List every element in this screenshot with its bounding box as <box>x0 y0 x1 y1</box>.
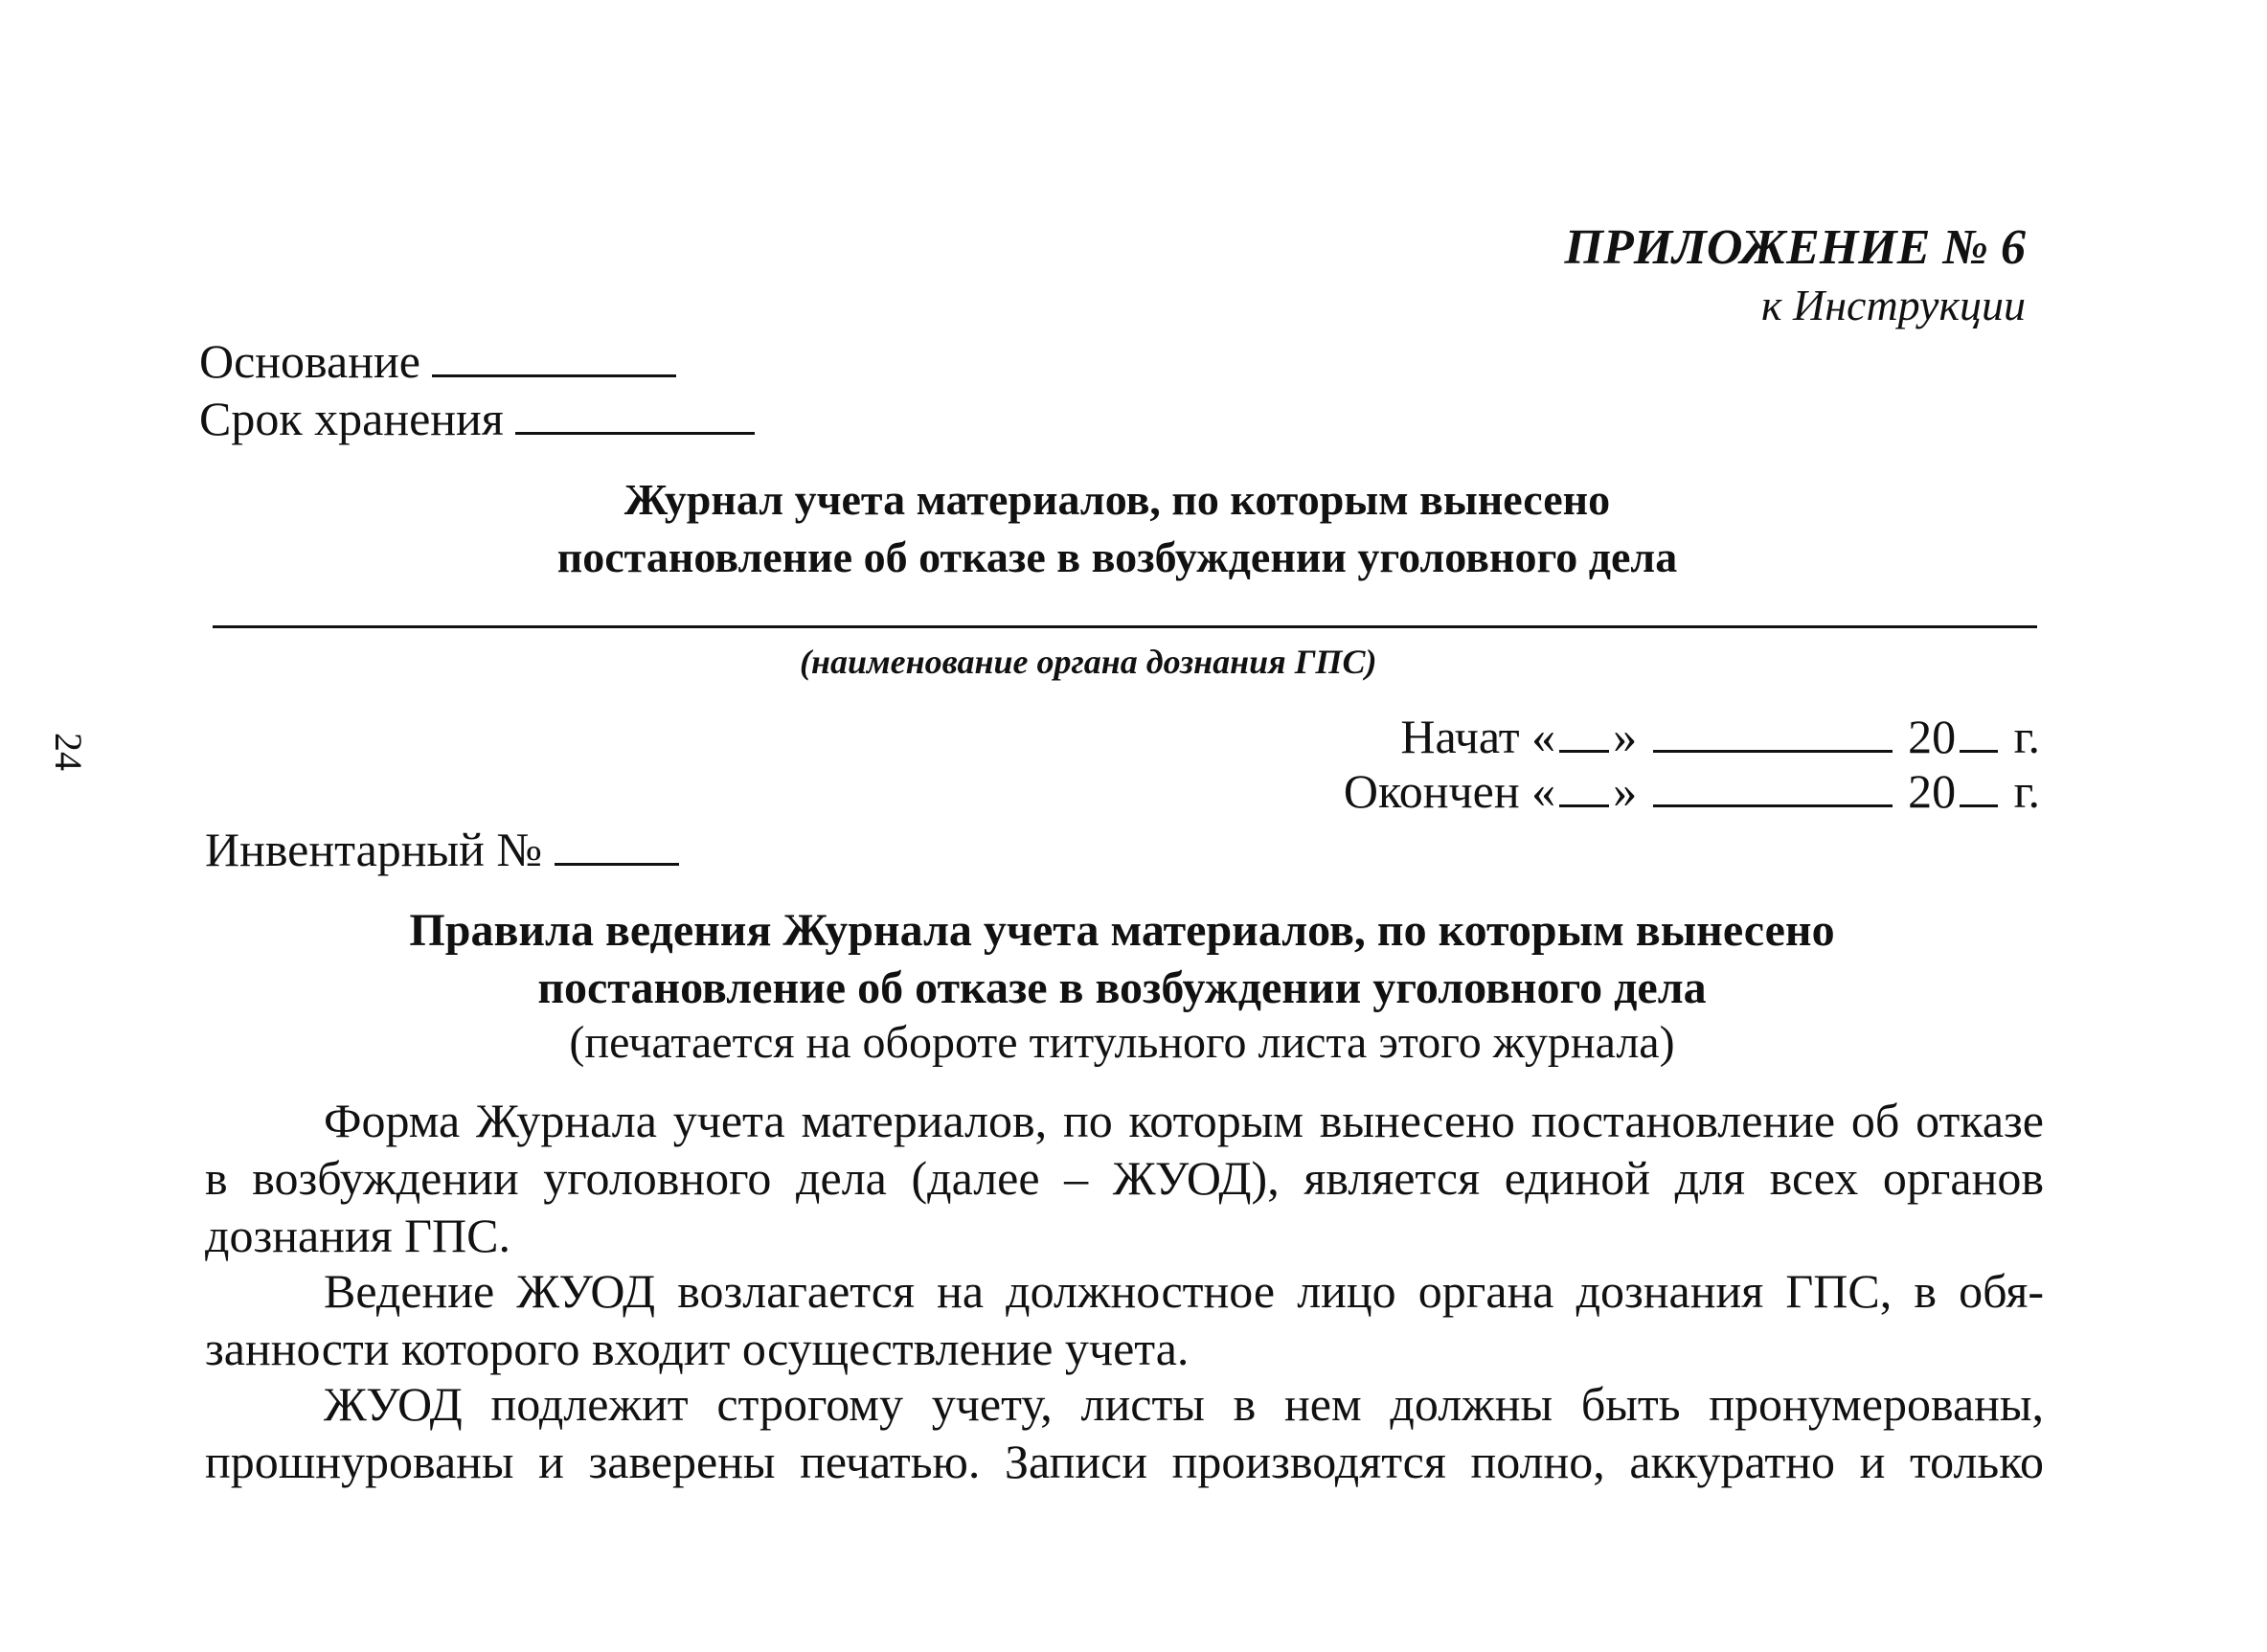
inventory-blank <box>555 825 679 866</box>
started-year-blank <box>1960 712 1998 753</box>
ended-label: Окончен « <box>1343 764 1556 818</box>
ended-year-blank <box>1960 766 1998 807</box>
storage-label: Срок хранения <box>199 392 504 445</box>
started-date-row <box>1400 709 2040 764</box>
inventory-field <box>205 822 679 877</box>
ended-month-blank <box>1653 766 1893 807</box>
annex-title: ПРИЛОЖЕНИЕ № 6 <box>1564 220 2026 275</box>
paragraph-1-line-1: Форма Журнала учета материалов, по которым вынесено постановление об отказе <box>324 1094 2044 1147</box>
ended-year-prefix: 20 <box>1908 764 1957 818</box>
inventory-label: Инвентарный № <box>205 823 543 876</box>
rules-title-line2: постановление об отказе в возбуждении уголовного дела <box>537 962 1707 1013</box>
org-caption: (наименование органа дознания ГПС) <box>800 643 1377 681</box>
ended-year-suffix: г. <box>2013 764 2040 818</box>
started-quote-close: » <box>1613 710 1638 763</box>
ended-quote-close: » <box>1613 764 1638 818</box>
basis-label: Основание <box>199 334 420 388</box>
paragraph-1-line-3: дознания ГПС. <box>205 1209 511 1262</box>
storage-field <box>199 391 755 446</box>
ended-date-row <box>1344 763 2040 819</box>
paragraph-2-line-2: занности которого входит осуществление учета. <box>205 1322 1190 1375</box>
paragraph-1-line-2: в возбуждении уголовного дела (далее – ЖУОД), является единой для всех органов <box>205 1151 2044 1205</box>
paragraph-2-line-1: Ведение ЖУОД возлагается на должностное лицо органа дознания ГПС, в обя- <box>324 1264 2044 1318</box>
storage-blank <box>515 394 755 435</box>
basis-blank <box>432 336 676 377</box>
rules-title-line1: Правила ведения Журнала учета материалов, по которым вынесено <box>409 905 1835 956</box>
started-year-suffix: г. <box>2013 710 2040 763</box>
started-label: Начат « <box>1400 710 1556 763</box>
paragraph-3-line-2: прошнурованы и заверены печатью. Записи производятся полно, аккуратно и только <box>205 1435 2044 1488</box>
journal-title-line1: Журнал учета материалов, по которым вынесено <box>623 475 1611 524</box>
started-day-blank <box>1559 712 1609 753</box>
ended-day-blank <box>1559 766 1609 807</box>
started-year-prefix: 20 <box>1908 710 1957 763</box>
page-number: 24 <box>47 733 90 771</box>
org-name-rule <box>213 625 2037 628</box>
rules-title-note: (печатается на обороте титульного листа этого журнала) <box>569 1017 1675 1068</box>
journal-title-line2: постановление об отказе в возбуждении уголовного дела <box>556 532 1678 581</box>
annex-subtitle: к Инструкции <box>1760 281 2026 329</box>
basis-field <box>199 333 676 389</box>
paragraph-3-line-1: ЖУОД подлежит строгому учету, листы в нем должны быть пронумерованы, <box>324 1377 2044 1431</box>
started-month-blank <box>1653 712 1893 753</box>
